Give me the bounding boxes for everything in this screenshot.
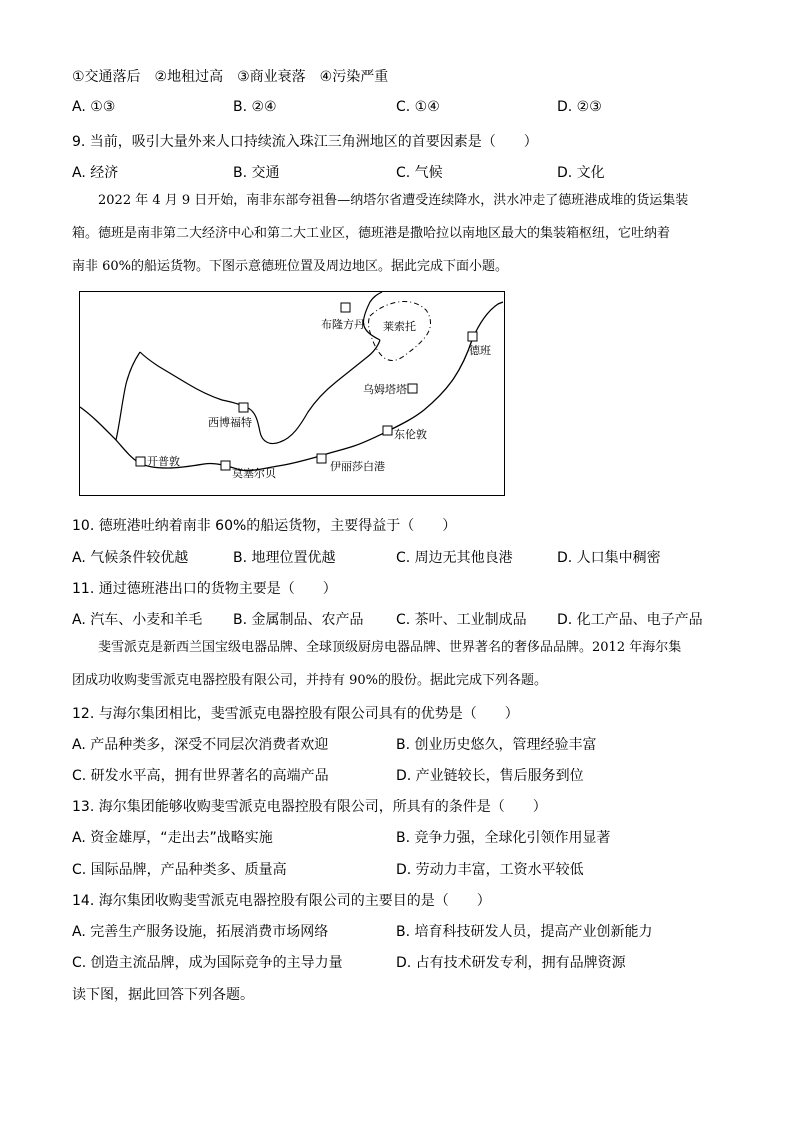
q13-option-d: D. 劳动力丰富，工资水平较低 <box>396 862 584 878</box>
q12-stem: 12. 与海尔集团相比，斐雪派克电器控股有限公司具有的优势是（ ） <box>72 706 519 722</box>
umtata-label: 乌姆塔塔 <box>363 383 407 396</box>
western-border <box>116 352 140 440</box>
q10-stem: 10. 德班港吐纳着南非 60%的船运货物，主要得益于（ ） <box>72 518 457 534</box>
q13-option-b: B. 竞争力强，全球化引领作用显著 <box>396 830 611 846</box>
q13-stem: 13. 海尔集团能够收购斐雪派克电器控股有限公司，所具有的条件是（ ） <box>72 799 547 815</box>
q9-option-b: B. 交通 <box>233 165 280 181</box>
port-elizabeth-label: 伊丽莎白港 <box>330 460 385 473</box>
passage-fisher-paykel-line-2: 团成功收购斐雪派克电器控股有限公司，并持有 90%的股份。据此完成下列各题。 <box>72 673 548 688</box>
q10-option-a: A. 气候条件较优越 <box>72 550 189 566</box>
q11-option-d: D. 化工产品、电子产品 <box>557 612 703 628</box>
mossel-bay-label: 莫塞尔贝 <box>232 467 276 480</box>
q10-option-c: C. 周边无其他良港 <box>396 550 513 566</box>
northern-border <box>363 292 382 340</box>
east-london-marker <box>383 426 392 435</box>
q14-option-d: D. 占有技术研发专利，拥有品牌资源 <box>396 955 626 971</box>
bloemfontein-label: 布隆方丹 <box>321 318 365 331</box>
q11-option-c: C. 茶叶、工业制成品 <box>396 612 527 628</box>
q8-option-a: A. ①③ <box>72 99 116 115</box>
map-drawing <box>80 292 503 494</box>
east-london-label: 东伦敦 <box>394 428 427 441</box>
q8-option-b: B. ②④ <box>233 99 277 115</box>
province-border <box>140 340 380 444</box>
q9-option-c: C. 气候 <box>396 165 443 181</box>
q12-option-a: A. 产品种类多，深受不同层次消费者欢迎 <box>72 737 329 753</box>
q13-option-c: C. 国际品牌，产品种类多、质量高 <box>72 862 287 878</box>
q10-option-b: B. 地理位置优越 <box>233 550 336 566</box>
passage-fisher-paykel <box>72 631 722 697</box>
q8-option-c: C. ①④ <box>396 99 440 115</box>
closing-instruction: 读下图，据此回答下列各题。 <box>72 987 254 1003</box>
q8-items: ①交通落后 ②地租过高 ③商业衰落 ④污染严重 <box>72 69 389 85</box>
q14-stem: 14. 海尔集团收购斐雪派克电器控股有限公司的主要目的是（ ） <box>72 893 491 909</box>
cape-town-marker <box>136 457 145 466</box>
q12-option-d: D. 产业链较长，售后服务到位 <box>396 768 584 784</box>
durban-marker <box>468 332 477 341</box>
passage-durban <box>72 184 722 283</box>
mossel-bay-marker <box>221 461 230 470</box>
cape-town-label: 开普敦 <box>147 455 180 468</box>
umtata-marker <box>408 384 417 393</box>
q10-option-d: D. 人口集中稠密 <box>557 550 661 566</box>
q9-option-a: A. 经济 <box>72 165 119 181</box>
beaufort-west-marker <box>239 403 248 412</box>
passage-durban-line-2: 箱。德班是南非第二大经济中心和第二大工业区，德班港是撒哈拉以南地区最大的集装箱枢纽，它吐纳着 <box>72 226 671 241</box>
coastline <box>80 302 503 471</box>
durban-location-map <box>79 291 505 496</box>
q9-option-d: D. 文化 <box>557 165 605 181</box>
q14-option-c: C. 创造主流品牌，成为国际竞争的主导力量 <box>72 955 343 971</box>
beaufort-west-label: 西博福特 <box>208 416 252 429</box>
q8-option-d: D. ②③ <box>557 99 602 115</box>
q11-stem: 11. 通过德班港出口的货物主要是（ ） <box>72 581 337 597</box>
passage-durban-line-3: 南非 60%的船运货物。下图示意德班位置及周边地区。据此完成下面小题。 <box>72 259 509 274</box>
q11-option-b: B. 金属制品、农产品 <box>233 612 364 628</box>
durban-label: 德班 <box>469 344 491 357</box>
q13-option-a: A. 资金雄厚，“走出去”战略实施 <box>72 830 273 846</box>
passage-durban-line-1: 2022 年 4 月 9 日开始，南非东部夸祖鲁—纳塔尔省遭受连续降水，洪水冲走了德班港成堆的货运集装 <box>98 193 689 208</box>
q11-option-a: A. 汽车、小麦和羊毛 <box>72 612 203 628</box>
passage-fisher-paykel-line-1: 斐雪派克是新西兰国宝级电器品牌、全球顶级厨房电器品牌、世界著名的奢侈品品牌。2012 年海尔集 <box>98 640 682 655</box>
bloemfontein-marker <box>341 303 350 312</box>
q14-option-a: A. 完善生产服务设施，拓展消费市场网络 <box>72 924 329 940</box>
lesotho-label: 莱索托 <box>383 320 416 333</box>
q14-option-b: B. 培育科技研发人员，提高产业创新能力 <box>396 924 653 940</box>
q12-option-b: B. 创业历史悠久，管理经验丰富 <box>396 737 597 753</box>
q12-option-c: C. 研发水平高，拥有世界著名的高端产品 <box>72 768 329 784</box>
port-elizabeth-marker <box>317 454 326 463</box>
q9-stem: 9. 当前，吸引大量外来人口持续流入珠江三角洲地区的首要因素是（ ） <box>72 134 538 150</box>
